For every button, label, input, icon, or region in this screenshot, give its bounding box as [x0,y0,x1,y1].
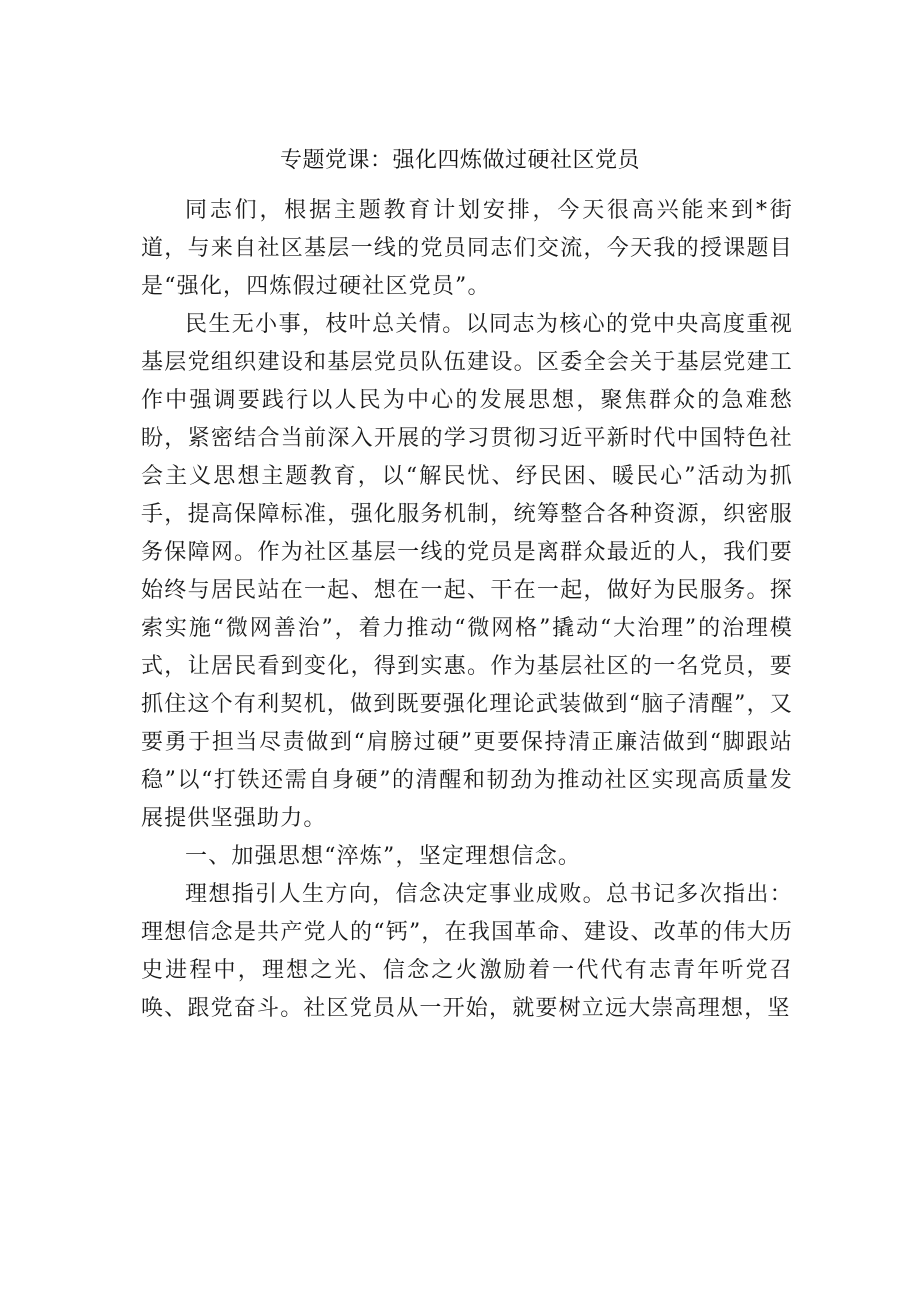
document-title: 专题党课：强化四炼做过硬社区党员 [279,148,640,173]
paragraph-section-1: 理想指引人生方向，信念决定事业成败。总书记多次指出：理想信念是共产党人的“钙”，在我国革命、建设、改革的伟大历史进程中，理想之光、信念之火激励着一代代有志青年听党召唤、跟党奋斗。社区党员从一开始，就要树立远大崇高理想，坚 [141,882,793,1021]
section-heading-1: 一、加强思想“淬炼”，坚定理想信念。 [185,844,582,869]
paragraph-intro: 同志们，根据主题教育计划安排，今天很高兴能来到*街道，与来自社区基层一线的党员同志们交流，今天我的授课题目是“强化，四炼假过硬社区党员”。 [141,198,793,299]
paragraph-context: 民生无小事，枝叶总关情。以同志为核心的党中央高度重视基层党组织建设和基层党员队伍建设。区委全会关于基层党建工作中强调要践行以人民为中心的发展思想，聚焦群众的急难愁盼，紧密结合当前深入开展的学习贯彻习近平新时代中国特色社会主义思想主题教育，以“解民忧、纾民困、暖民心”活动为抓手，提高保障标准，强化服务机制，统筹整合各种资源，织密服务保障网。作为社区基层一线的党员是离群众最近的人，我们要始终与居民站在一起、想在一起、干在一起，做好为民服务。探索实施“微网善治”，着力推动“微网格”撬动“大治理”的治理模式，让居民看到变化，得到实惠。作为基层社区的一名党员，要抓住这个有利契机，做到既要强化理论武装做到“脑子清醒”，又要勇于担当尽责做到“肩膀过硬”更要保持清正廉洁做到“脚跟站稳”以“打铁还需自身硬”的清醒和韧劲为推动社区实现高质量发展提供坚强助力。 [141,312,793,831]
document-body [141,192,793,1028]
